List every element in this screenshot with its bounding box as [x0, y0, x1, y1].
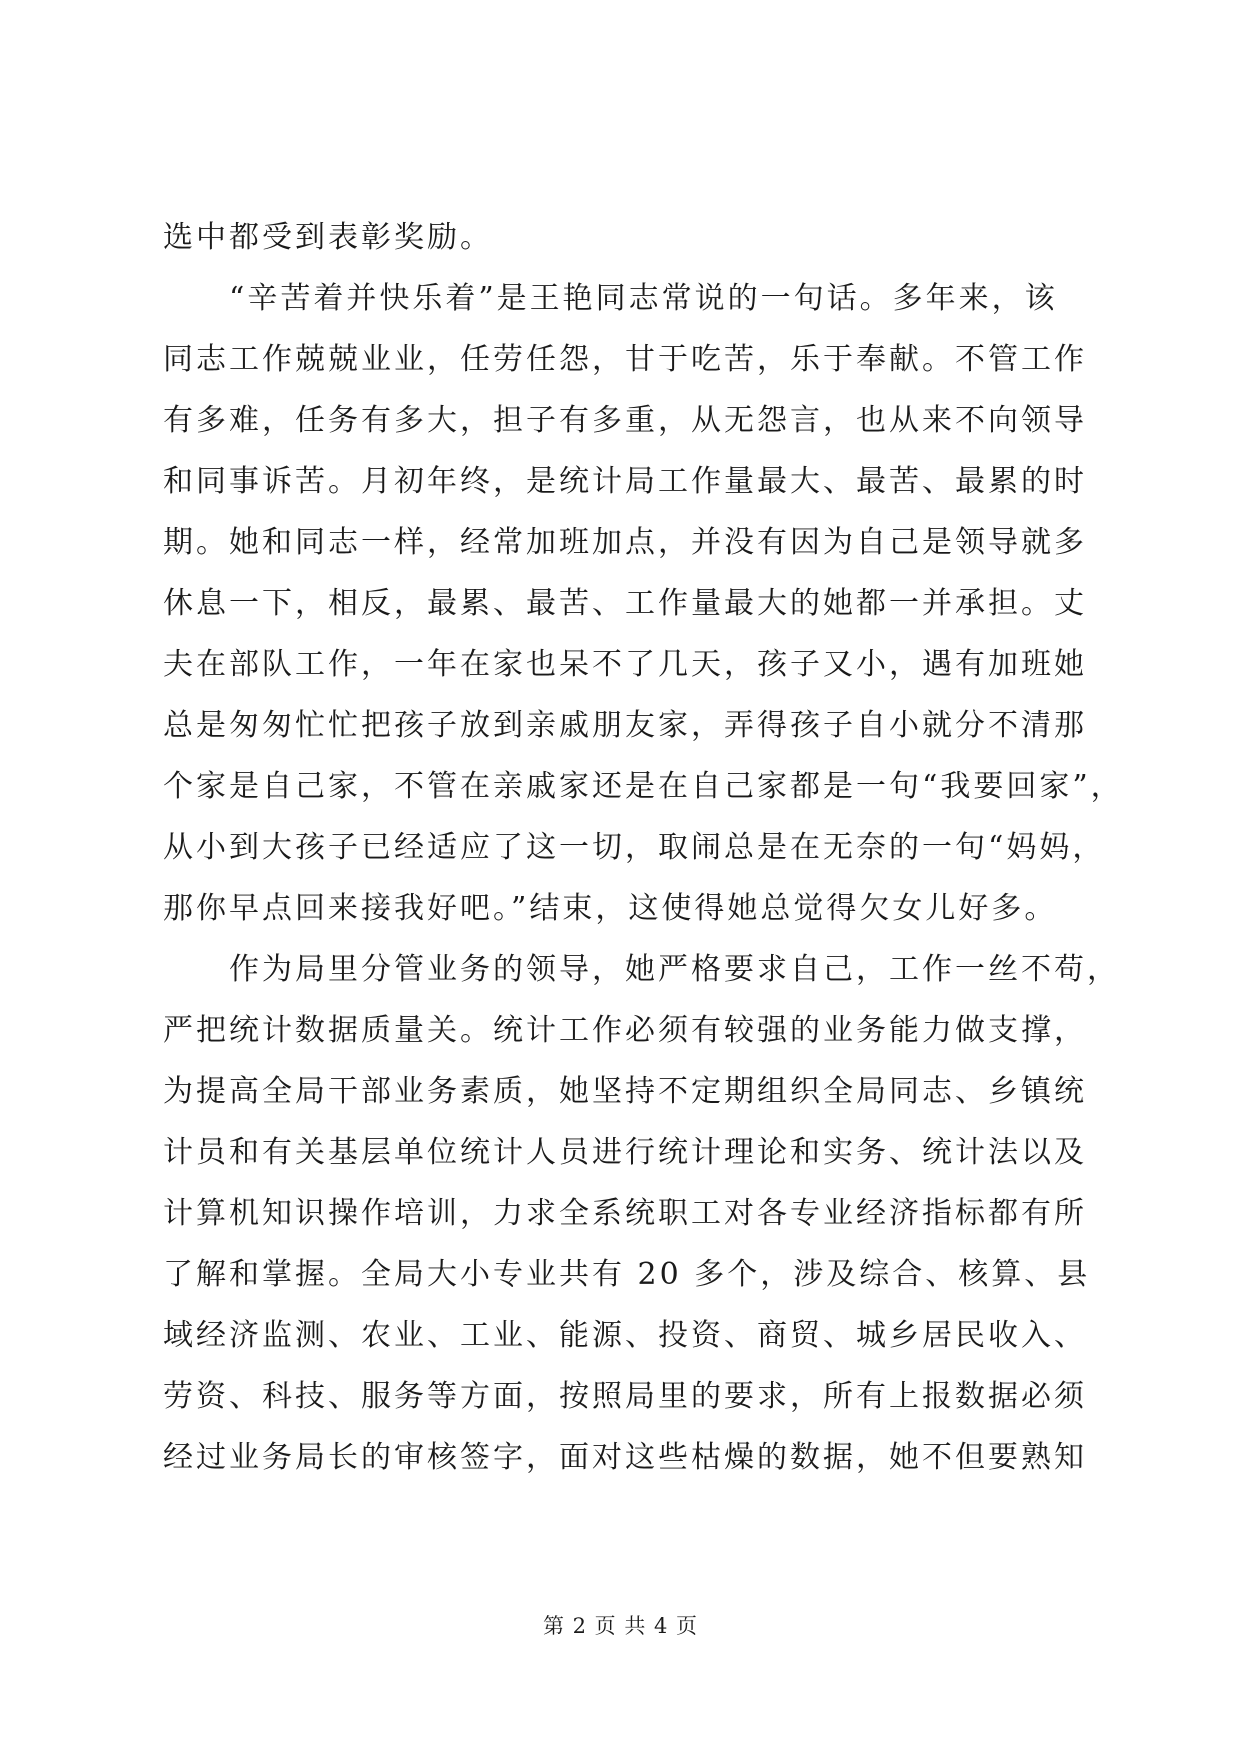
text-line: 计算机知识操作培训，力求全系统职工对各专业经济指标都有所 — [163, 1196, 1087, 1231]
text-line: 域经济监测、农业、工业、能源、投资、商贸、城乡居民收入、 — [163, 1318, 1087, 1353]
text-line: “辛苦着并快乐着”是王艳同志常说的一句话。多年来，该 — [163, 281, 1058, 316]
text-line: 那你早点回来接我好吧。”结束，这使得她总觉得欠女儿好多。 — [163, 891, 1058, 926]
text-line: 严把统计数据质量关。统计工作必须有较强的业务能力做支撑， — [163, 1013, 1087, 1048]
text-line: 休息一下，相反，最累、最苦、工作量最大的她都一并承担。丈 — [163, 586, 1087, 621]
text-line: 夫在部队工作，一年在家也呆不了几天，孩子又小，遇有加班她 — [163, 647, 1087, 682]
page-number-footer: 第 2 页 共 4 页 — [542, 1614, 699, 1638]
body-text — [163, 207, 1124, 1488]
text-line: 有多难，任务有多大，担子有多重，从无怨言，也从来不向领导 — [163, 403, 1087, 438]
text-line: 总是匆匆忙忙把孩子放到亲戚朋友家，弄得孩子自小就分不清那 — [163, 708, 1087, 743]
text-line: 从小到大孩子已经适应了这一切，取闹总是在无奈的一句“妈妈， — [163, 830, 1106, 865]
text-line: 个家是自己家，不管在亲戚家还是在自己家都是一句“我要回家”， — [163, 769, 1124, 804]
text-line: 劳资、科技、服务等方面，按照局里的要求，所有上报数据必须 — [163, 1379, 1087, 1414]
text-line: 经过业务局长的审核签字，面对这些枯燥的数据，她不但要熟知 — [163, 1440, 1087, 1475]
text-line: 计员和有关基层单位统计人员进行统计理论和实务、统计法以及 — [163, 1135, 1087, 1170]
text-line: 了解和掌握。全局大小专业共有 20 多个，涉及综合、核算、县 — [163, 1257, 1091, 1292]
text-line: 为提高全局干部业务素质，她坚持不定期组织全局同志、乡镇统 — [163, 1074, 1087, 1109]
text-line: 期。她和同志一样，经常加班加点，并没有因为自己是领导就多 — [163, 525, 1087, 560]
text-line: 作为局里分管业务的领导，她严格要求自己，工作一丝不苟， — [163, 952, 1120, 987]
text-line: 同志工作兢兢业业，任劳任怨，甘于吃苦，乐于奉献。不管工作 — [163, 342, 1087, 377]
text-line: 和同事诉苦。月初年终，是统计局工作量最大、最苦、最累的时 — [163, 464, 1087, 499]
text-line: 选中都受到表彰奖励。 — [163, 220, 493, 255]
